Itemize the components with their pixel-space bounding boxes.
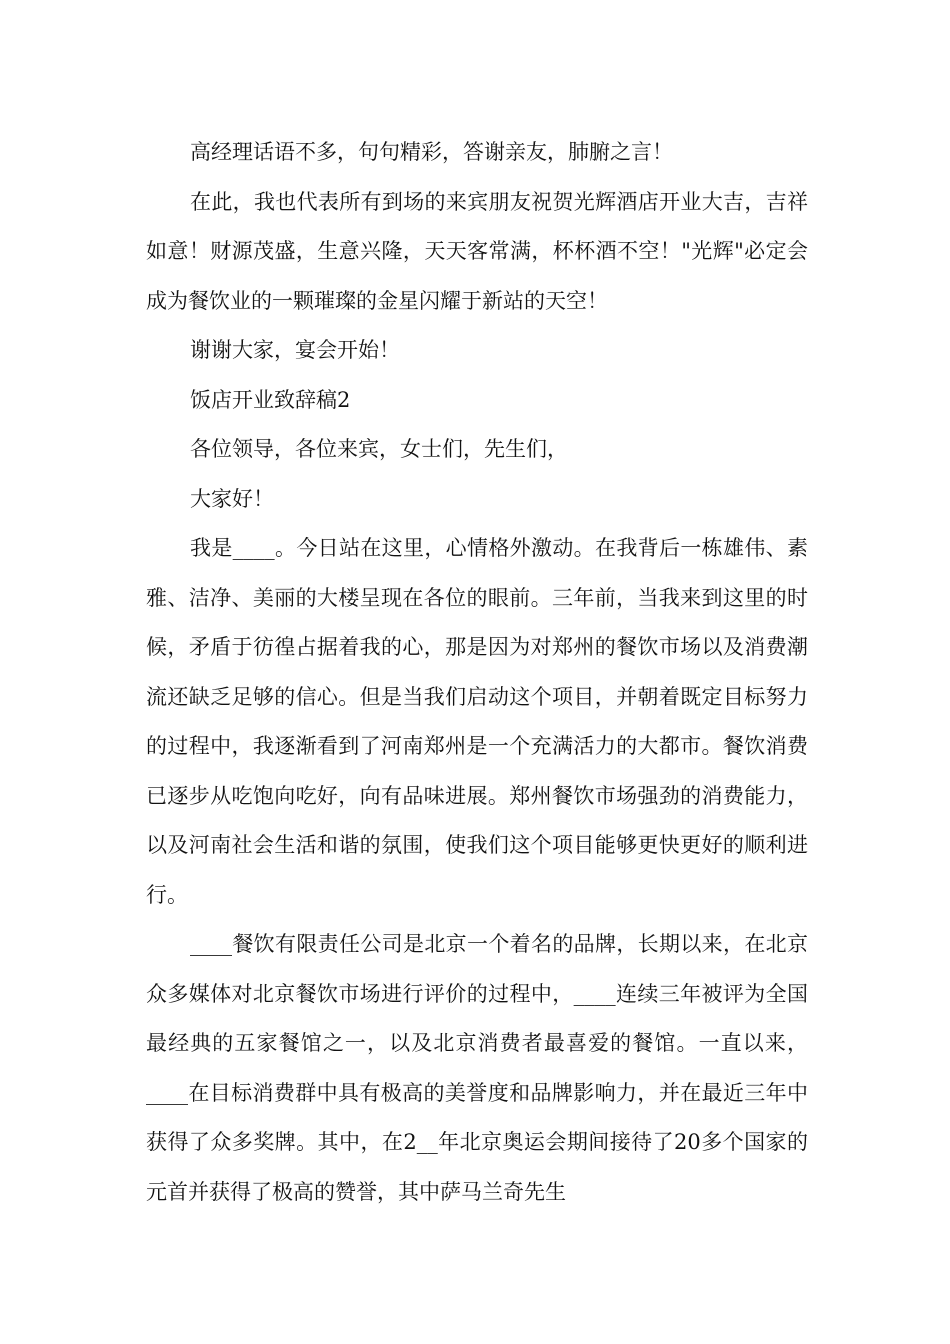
document-body [146, 128, 808, 1217]
paragraph-7: 我是____。今日站在这里，心情格外激动。在我背后一栋雄伟、素雅、洁净、美丽的大楼呈现在各位的眼前。三年前，当我来到这里的时候，矛盾于彷徨占据着我的心，那是因为对郑州的餐饮市场以及消费潮流还缺乏足够的信心。但是当我们启动这个项目，并朝着既定目标努力的过程中，我逐渐看到了河南郑州是一个充满活力的大都市。餐饮消费已逐步从吃饱向吃好，向有品味进展。郑州餐饮市场强劲的消费能力，以及河南社会生活和谐的氛围，使我们这个项目能够更快更好的顺利进行。 [146, 536, 808, 907]
section-heading: 饭店开业致辞稿2 [190, 387, 351, 412]
paragraph-3: 谢谢大家，宴会开始！ [190, 338, 400, 362]
greeting: 大家好！ [190, 486, 274, 511]
paragraph-1: 高经理话语不多，句句精彩，答谢亲友，肺腑之言！ [190, 140, 673, 164]
paragraph-2: 在此，我也代表所有到场的来宾朋友祝贺光辉酒店开业大吉，吉祥如意！财源茂盛，生意兴隆，天天客常满，杯杯酒不空！"光辉"必定会成为餐饮业的一颗璀璨的金星闪耀于新站的天空！ [146, 189, 808, 313]
paragraph-8: ____餐饮有限责任公司是北京一个着名的品牌，长期以来，在北京众多媒体对北京餐饮市场进行评价的过程中，____连续三年被评为全国最经典的五家餐馆之一，以及北京消费者最喜爱的餐馆。一直以来，____在目标消费群中具有极高的美誉度和品牌影响力，并在最近三年中获得了众多奖牌。其中，在2__年北京奥运会期间接待了20多个国家的元首并获得了极高的赞誉，其中萨马兰奇先生 [146, 932, 808, 1204]
salutation: 各位领导，各位来宾，女士们，先生们， [190, 437, 568, 461]
